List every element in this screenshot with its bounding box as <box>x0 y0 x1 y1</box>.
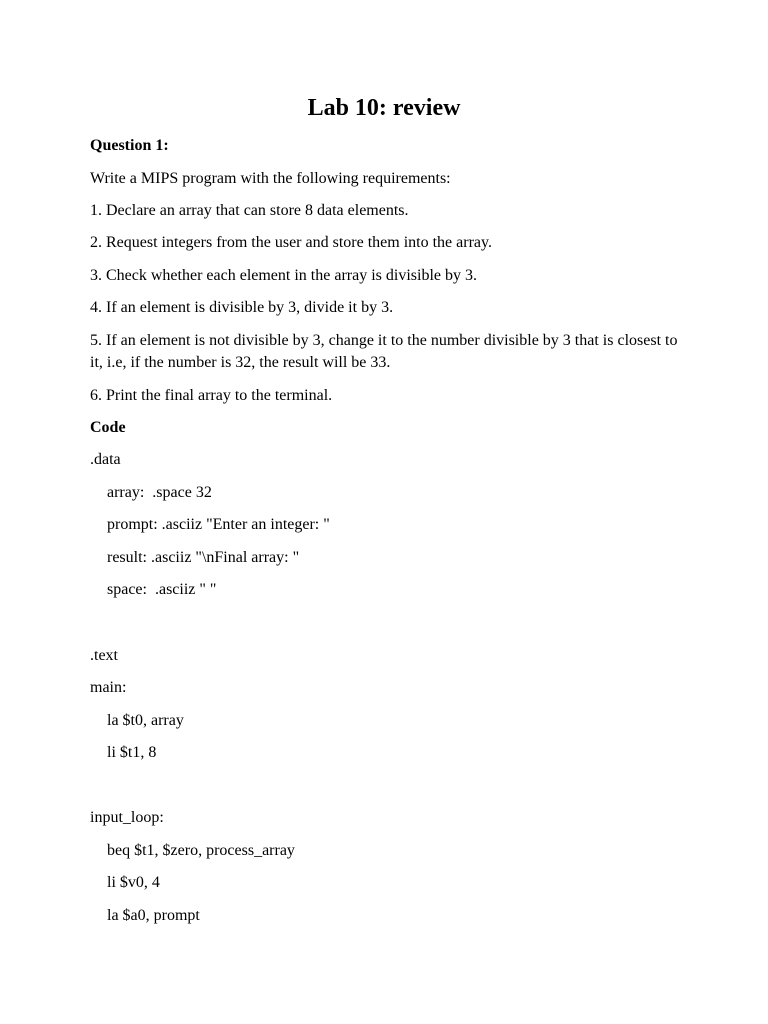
page-title: Lab 10: review <box>307 95 461 121</box>
code-line: li $t1, 8 <box>107 744 157 761</box>
code-main-label: main: <box>90 679 127 696</box>
requirement-6: 6. Print the final array to the terminal. <box>90 387 333 404</box>
requirement-2: 2. Request integers from the user and store them into the array. <box>90 234 492 251</box>
code-line: result: .asciiz "\nFinal array: " <box>107 549 300 566</box>
code-line: array: .space 32 <box>107 484 212 501</box>
code-line: beq $t1, $zero, process_array <box>107 842 295 859</box>
question-heading: Question 1: <box>90 137 169 154</box>
code-line: space: .asciiz " " <box>107 581 217 598</box>
requirement-5: 5. If an element is not divisible by 3, change it to the number divisible by 3 that is closest to it, i.e, if the number is 32, the result will be 33. <box>90 332 678 371</box>
code-data-directive: .data <box>90 451 121 468</box>
code-line: li $v0, 4 <box>107 874 160 891</box>
requirement-3: 3. Check whether each element in the array is divisible by 3. <box>90 267 477 284</box>
code-heading: Code <box>90 419 126 436</box>
code-line: prompt: .asciiz "Enter an integer: " <box>107 516 330 533</box>
code-line: la $t0, array <box>107 712 184 729</box>
code-loop-label: input_loop: <box>90 809 164 826</box>
code-line: la $a0, prompt <box>107 907 200 924</box>
requirement-4: 4. If an element is divisible by 3, divide it by 3. <box>90 299 394 316</box>
requirement-1: 1. Declare an array that can store 8 data elements. <box>90 202 409 219</box>
code-text-directive: .text <box>90 647 118 664</box>
question-intro: Write a MIPS program with the following requirements: <box>90 170 451 187</box>
